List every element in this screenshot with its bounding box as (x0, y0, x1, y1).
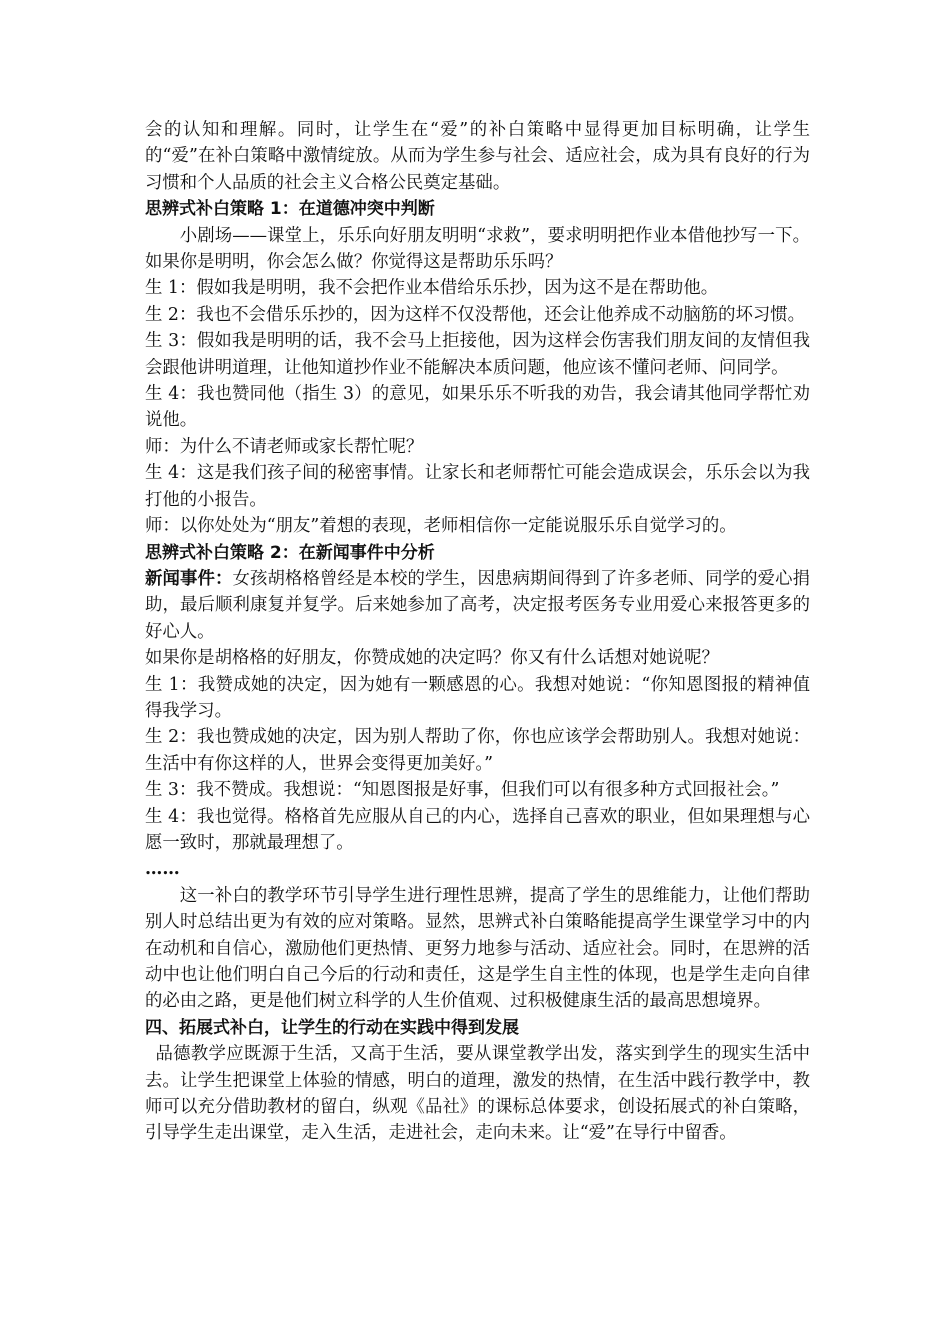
summary-paragraph: 这一补白的教学环节引导学生进行理性思辨，提高了学生的思维能力，让他们帮助别人时总结出更为有效的应对策略。显然，思辨式补白策略能提高学生课堂学习中的内在动机和自信心，激励他们更热情、更努力地参与活动、适应社会。同时，在思辨的活动中也让他们明白自己今后的行动和责任，这是学生自主性的体现，也是学生走向自律的必由之路，更是他们树立科学的人生价值观、过积极健康生活的最高思想境界。 (145, 885, 810, 1012)
dialogue-line: 生 3：假如我是明明的话，我不会马上拒接他，因为这样会伤害我们朋友间的友情但我会跟他讲明道理，让他知道抄作业不能解决本质问题，他应该不懂问老师、问同学。 (145, 331, 810, 378)
dialogue-line: 生 3：我不赞成。我想说：“知恩图报是好事，但我们可以有很多种方式回报社会。” (145, 780, 780, 801)
dialogue-line: 生 2：我也不会借乐乐抄的，因为这样不仅没帮他，还会让他养成不动脑筋的坏习惯。 (145, 304, 806, 325)
strategy-1-heading: 思辨式补白策略 1：在道德冲突中判断 (145, 199, 435, 220)
dialogue-line: 生 1：我赞成她的决定，因为她有一颗感恩的心。我想对她说：“你知恩图报的精神值得我学习。 (145, 674, 810, 721)
dialogue-line: 师：为什么不请老师或家长帮忙呢？ (145, 436, 424, 457)
dialogue-line: 生 2：我也赞成她的决定，因为别人帮助了你，你也应该学会帮助别人。我想对她说：生活中有你这样的人，世界会变得更加美好。” (145, 727, 810, 774)
dialogue-line: 生 4：我也觉得。格格首先应服从自己的内心，选择自己喜欢的职业，但如果理想与心愿一致时，那就最理想了。 (145, 806, 810, 853)
dialogue-line: 生 4：我也赞同他（指生 3）的意见，如果乐乐不听我的劝告，我会请其他同学帮忙劝说他。 (145, 384, 810, 431)
question-line: 如果你是胡格格的好朋友，你赞成她的决定吗？你又有什么话想对她说呢？ (145, 648, 719, 669)
news-text: 女孩胡格格曾经是本校的学生，因患病期间得到了许多老师、同学的爱心捐助，最后顺利康复并复学。后来她参加了高考，决定报考医务专业用爱心来报答更多的好心人。 (145, 568, 810, 642)
intro-paragraph: 会的认知和理解。同时，让学生在“爱”的补白策略中显得更加目标明确，让学生的“爱”在补白策略中激情绽放。从而为学生参与社会、适应社会，成为具有良好的行为习惯和个人品质的社会主义合格公民奠定基础。 (145, 120, 810, 193)
dialogue-line: 师：以你处处为“朋友”着想的表现，老师相信你一定能说服乐乐自觉学习的。 (145, 516, 737, 537)
ellipsis: …… (145, 859, 180, 880)
section-4-heading: 四、拓展式补白，让学生的行动在实践中得到发展 (145, 1017, 519, 1038)
news-label: 新闻事件： (145, 568, 233, 589)
dialogue-line: 生 1：假如我是明明，我不会把作业本借给乐乐抄，因为这不是在帮助他。 (145, 278, 719, 299)
news-paragraph (145, 566, 810, 645)
document-page (145, 117, 810, 1147)
strategy-2-heading: 思辨式补白策略 2：在新闻事件中分析 (145, 542, 435, 563)
section-4-paragraph: 品德教学应既源于生活，又高于生活，要从课堂教学出发，落实到学生的现实生活中去。让学生把课堂上体验的情感，明白的道理，激发的热情，在生活中践行教学中，教师可以充分借助教材的留白，纵观《品社》的课标总体要求，创设拓展式的补白策略，引导学生走出课堂，走入生活，走进社会，走向未来。让“爱”在导行中留香。 (145, 1044, 810, 1144)
dialogue-line: 生 4：这是我们孩子间的秘密事情。让家长和老师帮忙可能会造成误会，乐乐会以为我打他的小报告。 (145, 463, 810, 510)
strategy-1-scene: 小剧场——课堂上，乐乐向好朋友明明“求救”，要求明明把作业本借他抄写一下。如果你是明明，你会怎么做？你觉得这是帮助乐乐吗？ (145, 225, 810, 273)
